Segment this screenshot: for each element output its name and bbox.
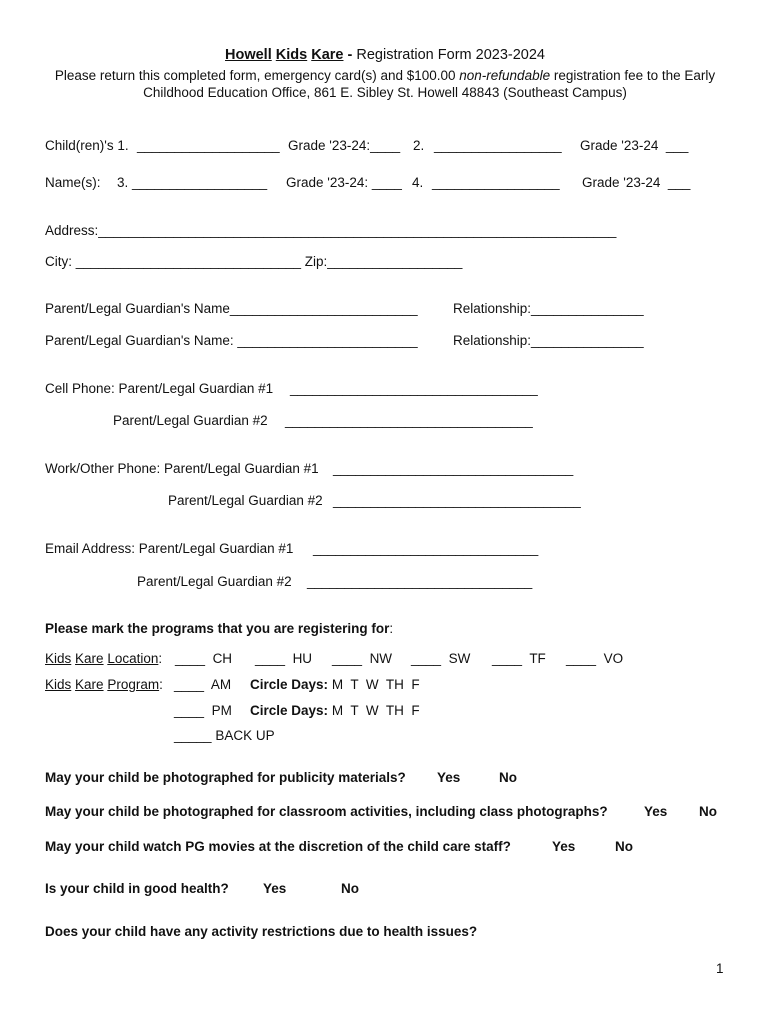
circle-days-pm[interactable]: Circle Days: M T W TH F [250,703,420,718]
question-classroom-photos: May your child be photographed for classroom activities, including class photographs? [45,804,608,819]
question-classroom-yes[interactable]: Yes [644,804,668,819]
kids-kare-program-label: Kids Kare Program: [45,677,163,692]
guardian-1-name-field[interactable]: Parent/Legal Guardian's Name_________________________ [45,301,418,316]
child-4-number: 4. [412,175,424,190]
child-4-grade-field[interactable]: Grade '23-24 ___ [582,175,691,190]
question-publicity-no[interactable]: No [499,770,517,785]
circle-days-am[interactable]: Circle Days: M T W TH F [250,677,420,692]
question-publicity-photos: May your child be photographed for publicity materials? [45,770,406,785]
programs-heading: Please mark the programs that you are registering for: [45,621,394,636]
location-option-nw[interactable]: ____ NW [332,651,393,666]
question-good-health: Is your child in good health? [45,881,229,896]
email-guardian-2-label: Parent/Legal Guardian #2 [137,574,292,589]
city-zip-field[interactable]: City: ______________________________ Zip:__________________ [45,254,463,269]
instructions-line-1: Please return this completed form, emergency card(s) and $100.00 non-refundable registration fee to the Early [54,68,716,83]
email-guardian-1-label: Email Address: Parent/Legal Guardian #1 [45,541,294,556]
child-1-grade-field[interactable]: Grade '23-24:____ [288,138,401,153]
location-option-tf[interactable]: ____ TF [492,651,546,666]
child-2-number: 2. [413,138,425,153]
guardian-2-relationship-field[interactable]: Relationship:_______________ [453,333,644,348]
question-publicity-yes[interactable]: Yes [437,770,461,785]
child-2-name-field[interactable]: _________________ [434,138,562,153]
children-label: Child(ren)'s 1. [45,138,129,153]
guardian-1-relationship-field[interactable]: Relationship:_______________ [453,301,644,316]
location-option-ch[interactable]: ____ CH [175,651,233,666]
question-good-health-no[interactable]: No [341,881,359,896]
work-phone-guardian-2-label: Parent/Legal Guardian #2 [168,493,323,508]
question-classroom-no[interactable]: No [699,804,717,819]
question-pg-movies-yes[interactable]: Yes [552,839,576,854]
location-option-vo[interactable]: ____ VO [566,651,624,666]
question-pg-movies: May your child watch PG movies at the discretion of the child care staff? [45,839,511,854]
work-phone-guardian-2-field[interactable]: _________________________________ [333,493,581,508]
form-title: Howell Kids Kare - Registration Form 2023-2024 [225,47,545,63]
child-1-name-field[interactable]: ___________________ [137,138,280,153]
child-3-grade-field[interactable]: Grade '23-24: ____ [286,175,402,190]
cell-phone-guardian-1-label: Cell Phone: Parent/Legal Guardian #1 [45,381,274,396]
cell-phone-guardian-1-field[interactable]: _________________________________ [290,381,538,396]
guardian-2-name-field[interactable]: Parent/Legal Guardian's Name: ________________________ [45,333,418,348]
child-3-name-field[interactable]: __________________ [132,175,268,190]
work-phone-guardian-1-label: Work/Other Phone: Parent/Legal Guardian #1 [45,461,319,476]
question-activity-restrictions: Does your child have any activity restrictions due to health issues? [45,924,478,939]
question-pg-movies-no[interactable]: No [615,839,633,854]
email-guardian-1-field[interactable]: ______________________________ [313,541,539,556]
cell-phone-guardian-2-label: Parent/Legal Guardian #2 [113,413,268,428]
page-number: 1 [716,961,724,976]
address-field[interactable]: Address:_____________________________________________________________________ [45,223,617,238]
kids-kare-location-label: Kids Kare Location: [45,651,163,666]
cell-phone-guardian-2-field[interactable]: _________________________________ [285,413,533,428]
program-option-backup[interactable]: _____ BACK UP [174,728,275,743]
location-option-hu[interactable]: ____ HU [255,651,313,666]
instructions-line-2: Childhood Education Office, 861 E. Sibley St. Howell 48843 (Southeast Campus) [143,85,627,100]
names-label: Name(s): [45,175,101,190]
child-4-name-field[interactable]: _________________ [432,175,560,190]
email-guardian-2-field[interactable]: ______________________________ [307,574,533,589]
question-good-health-yes[interactable]: Yes [263,881,287,896]
program-option-am[interactable]: ____ AM [174,677,232,692]
work-phone-guardian-1-field[interactable]: ________________________________ [333,461,574,476]
child-2-grade-field[interactable]: Grade '23-24 ___ [580,138,689,153]
location-option-sw[interactable]: ____ SW [411,651,471,666]
child-3-number: 3. [117,175,129,190]
program-option-pm[interactable]: ____ PM [174,703,232,718]
